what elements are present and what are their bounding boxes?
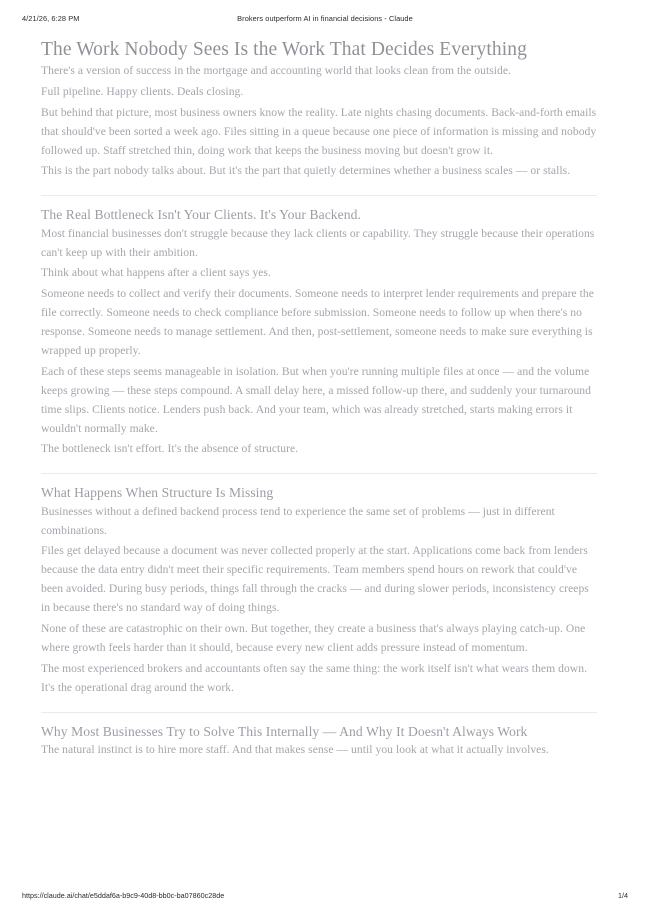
section-divider — [41, 195, 597, 196]
print-footer-page-number: 1/4 — [618, 891, 628, 900]
intro-paragraph: This is the part nobody talks about. But it's the part that quietly determines whether a business scales — or stalls. — [41, 164, 571, 178]
section-paragraph: Think about what happens after a client says yes. — [41, 266, 271, 280]
section-heading: Why Most Businesses Try to Solve This Internally — And Why It Doesn't Always Work — [41, 723, 528, 739]
section-paragraph: Someone needs to collect and verify their documents. Someone needs to interpret lender requirements and prepare the file correctly. Someone needs to check compliance before submission. Someone needs to follow up when there's no response. Someone needs to manage settlement. And then, post-settlement, someone needs to make sure everything is wrapped up properly. — [41, 287, 594, 357]
print-header-title: Brokers outperform AI in financial decisions - Claude — [237, 14, 413, 23]
section-heading: The Real Bottleneck Isn't Your Clients. It's Your Backend. — [41, 207, 361, 223]
section-paragraph: None of these are catastrophic on their own. But together, they create a business that's always playing catch-up. One where growth feels harder than it should, because every new client adds pressure instead of momentum. — [41, 622, 586, 654]
section-divider — [41, 712, 597, 713]
article-body — [41, 38, 597, 762]
intro-paragraph: There's a version of success in the mortgage and accounting world that looks clean from the outside. — [41, 64, 512, 77]
section-paragraph: Files get delayed because a document was never collected properly at the start. Applications come back from lenders because the data entry didn't meet their specific requirements. Team members spend hours on rework that could've been avoided. During busy periods, things fall through the cracks — and during slower periods, inconsistency creeps in because there's no standard way of doing things. — [41, 544, 589, 615]
section-paragraph: The most experienced brokers and accountants often say the same thing: the work itself isn't what wears them down. It's the operational drag around the work. — [41, 661, 588, 694]
print-header-date: 4/21/26, 6:28 PM — [22, 14, 80, 23]
print-footer — [0, 891, 650, 903]
section-paragraph: Most financial businesses don't struggle because they lack clients or capability. They struggle because their operations can't keep up with their ambition. — [41, 226, 595, 259]
page-title: The Work Nobody Sees Is the Work That Decides Everything — [41, 39, 527, 60]
section-paragraph: Businesses without a defined backend process tend to experience the same set of problems — just in different combinations. — [41, 504, 555, 537]
print-footer-url: https://claude.ai/chat/e5ddaf6a-b9c9-40d8-bb0c-ba07860c28de — [22, 891, 225, 900]
print-header — [0, 14, 650, 28]
intro-paragraph: But behind that picture, most business owners know the reality. Late nights chasing documents. Back-and-forth emails that should've been sorted a week ago. Files sitting in a queue because one piece of information is missing and nobody followed up. Staff stretched thin, doing work that keeps the business moving but doesn't grow it. — [41, 105, 597, 157]
section-paragraph: The natural instinct is to hire more staff. And that makes sense — until you look at what it actually involves. — [41, 742, 549, 756]
section-paragraph: Each of these steps seems manageable in isolation. But when you're running multiple files at once — and the volume keeps growing — these steps compound. A small delay here, a missed follow-up there, and suddenly your turnaround time slips. Clients notice. Lenders push back. And your team, which was already stretched, starts making errors it wouldn't normally make. — [41, 364, 591, 435]
section-divider — [41, 473, 597, 474]
section-paragraph: The bottleneck isn't effort. It's the absence of structure. — [41, 442, 299, 456]
section-heading: What Happens When Structure Is Missing — [41, 485, 274, 501]
intro-paragraph: Full pipeline. Happy clients. Deals closing. — [41, 84, 244, 98]
